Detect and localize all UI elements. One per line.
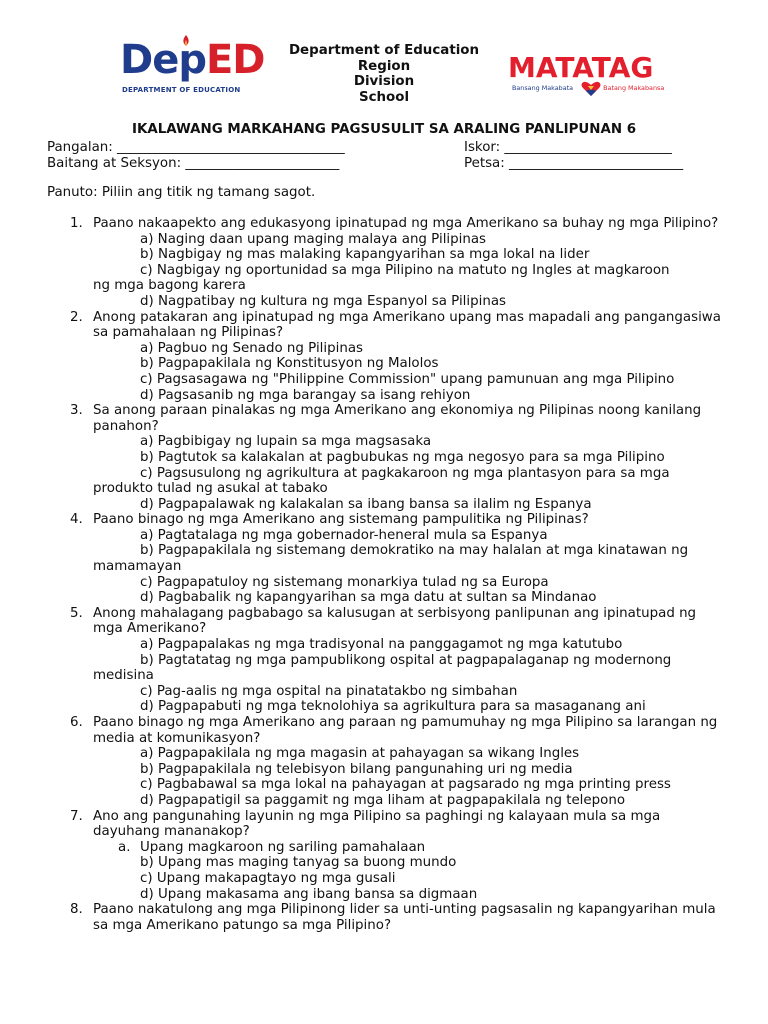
option[interactable] bbox=[140, 777, 725, 793]
option[interactable] bbox=[140, 746, 725, 762]
option-text: b) Pagtatatag ng mga pampublikong ospital at pagpapalaganap ng modernong bbox=[140, 652, 672, 668]
option-text: b) Nagbigay ng mas malaking kapangyarihan sa mga lokal na lider bbox=[140, 247, 590, 263]
question-1 bbox=[0, 216, 768, 310]
option-text: b) Pagtutok sa kalakalan at pagbubukas ng mga negosyo para sa mga Pilipino bbox=[140, 449, 665, 465]
option-text: d) Pagpapalawak ng kalakalan sa ibang bansa sa ilalim ng Espanya bbox=[140, 496, 592, 512]
option[interactable] bbox=[140, 887, 725, 903]
question-7 bbox=[0, 809, 768, 903]
baitang-field[interactable]: Baitang at Seksyon: _______________________ bbox=[47, 156, 340, 171]
option[interactable] bbox=[140, 372, 725, 388]
petsa-field[interactable]: Petsa: __________________________ bbox=[464, 156, 684, 171]
heading-line-3: Division bbox=[353, 74, 415, 90]
option-text-cont: ng mga bagong karera bbox=[93, 278, 246, 294]
option-text: d) Pagpapatigil sa paggamit ng mga liham at pagpapakilala ng telepono bbox=[140, 792, 626, 808]
option-text: d) Nagpatibay ng kultura ng mga Espanyol sa Pilipinas bbox=[140, 293, 507, 309]
option-text: c) Pagbabawal sa mga lokal na pahayagan at pagsarado ng mga printing press bbox=[140, 777, 671, 793]
question-text: Paano binago ng mga Amerikano ang paraan ng pamumuhay ng mga Pilipino sa larangan ng media at komunikasyon? bbox=[93, 715, 718, 746]
option[interactable] bbox=[140, 434, 725, 450]
option-text: b) Pagpapakilala ng telebisyon bilang pangunahing uri ng media bbox=[140, 761, 573, 777]
option[interactable] bbox=[140, 528, 725, 544]
option[interactable] bbox=[140, 497, 725, 513]
option-text: b) Pagpapakilala ng sistemang demokratiko na may halalan at mga kinatawan ng bbox=[140, 543, 689, 559]
option-text-cont: mamamayan bbox=[93, 559, 182, 575]
option-text: c) Pagsusulong ng agrikultura at pagkakaroon ng mga plantasyon para sa mga bbox=[140, 465, 670, 481]
question-number: 7. bbox=[70, 808, 83, 824]
option-text: a) Naging daan upang maging malaya ang Pilipinas bbox=[140, 231, 487, 247]
heading-line-4: School bbox=[358, 89, 410, 105]
option[interactable] bbox=[93, 465, 725, 497]
question-text: Paano nakatulong ang mga Pilipinong lider sa unti-unting pagsasalin ng kapangyarihan mula sa mga Amerikano patungo sa mga Pilipino? bbox=[93, 902, 716, 933]
option-text: d) Upang makasama ang ibang bansa sa digmaan bbox=[140, 886, 478, 902]
option[interactable] bbox=[93, 543, 725, 575]
question-2 bbox=[0, 310, 768, 404]
option-text: c) Upang makapagtayo ng mga gusali bbox=[140, 870, 396, 886]
question-text: Sa anong paraan pinalakas ng mga Amerikano ang ekonomiya ng Pilipinas noong kanilang panahon? bbox=[93, 403, 702, 434]
question-list bbox=[0, 216, 768, 933]
matatag-tag-left: Bansang Makabata bbox=[512, 84, 574, 92]
option[interactable] bbox=[140, 637, 725, 653]
matatag-wordmark: MATATAG bbox=[508, 51, 654, 84]
option[interactable] bbox=[140, 855, 725, 871]
question-5 bbox=[0, 606, 768, 715]
option[interactable] bbox=[118, 840, 768, 856]
deped-logo bbox=[120, 34, 265, 100]
question-number: 5. bbox=[70, 605, 83, 621]
deped-wordmark bbox=[120, 38, 265, 82]
question-number: 8. bbox=[70, 902, 83, 918]
option-text: c) Pagpapatuloy ng sistemang monarkiya tulad ng sa Europa bbox=[140, 574, 549, 590]
option[interactable] bbox=[140, 684, 725, 700]
option-text: d) Pagbabalik ng kapangyarihan sa mga datu at sultan sa Mindanao bbox=[140, 590, 597, 606]
option[interactable] bbox=[93, 652, 725, 684]
question-8 bbox=[0, 902, 768, 933]
option-text-cont: medisina bbox=[93, 668, 154, 684]
school-heading bbox=[270, 43, 498, 105]
option[interactable] bbox=[140, 356, 725, 372]
option-text: Upang magkaroon ng sariling pamahalaan bbox=[140, 839, 426, 855]
heading-line-2: Region bbox=[357, 58, 411, 74]
question-number: 1. bbox=[70, 216, 83, 231]
option-text: c) Pag-aalis ng mga ospital na pinatatakbo ng simbahan bbox=[140, 683, 518, 699]
option[interactable] bbox=[140, 762, 725, 778]
option-text: a) Pagtatalaga ng mga gobernador-heneral mula sa Espanya bbox=[140, 527, 548, 543]
option-text: b) Pagpapakilala ng Konstitusyon ng Malolos bbox=[140, 356, 439, 372]
matatag-logo bbox=[508, 52, 668, 102]
heart-icon bbox=[580, 81, 602, 97]
option-text: a) Pagbuo ng Senado ng Pilipinas bbox=[140, 340, 363, 356]
question-number: 2. bbox=[70, 309, 83, 325]
option-label: a. bbox=[118, 839, 131, 855]
question-text: Paano binago ng mga Amerikano ang sistemang pampulitika ng Pilipinas? bbox=[93, 512, 589, 528]
option[interactable] bbox=[140, 699, 725, 715]
instruction: Panuto: Piliin ang titik ng tamang sagot. bbox=[47, 185, 316, 200]
option[interactable] bbox=[140, 232, 725, 248]
question-6 bbox=[0, 715, 768, 809]
option[interactable] bbox=[140, 450, 725, 466]
option-text: d) Pagpapabuti ng mga teknolohiya sa agrikultura para sa masaganang ani bbox=[140, 699, 646, 715]
option-text: a) Pagpapalakas ng mga tradisyonal na panggagamot ng mga katutubo bbox=[140, 637, 623, 653]
deped-blue-text: Dep bbox=[120, 37, 206, 83]
option[interactable] bbox=[140, 294, 725, 310]
option-text: c) Pagsasagawa ng "Philippine Commission" upang pamunuan ang mga Pilipino bbox=[140, 371, 675, 387]
question-text: Anong patakaran ang ipinatupad ng mga Amerikano upang mas mapadali ang pangangasiwa sa pamahalaan ng Pilipinas? bbox=[93, 309, 721, 341]
heading-line-1: Department of Education bbox=[288, 43, 480, 58]
question-text: Ano ang pangunahing layunin ng mga Pilipino sa paghingi ng kalayaan mula sa mga dayuhang mananakop? bbox=[93, 808, 661, 840]
option[interactable] bbox=[140, 590, 725, 606]
question-number: 6. bbox=[70, 715, 83, 730]
iskor-field[interactable]: Iskor: _________________________ bbox=[464, 140, 672, 155]
option-text: d) Pagsasanib ng mga barangay sa isang rehiyon bbox=[140, 387, 471, 403]
exam-title: IKALAWANG MARKAHANG PAGSUSULIT SA ARALING PANLIPUNAN 6 bbox=[131, 122, 637, 137]
option[interactable] bbox=[140, 341, 725, 357]
pangalan-field[interactable]: Pangalan: __________________________________ bbox=[47, 140, 345, 155]
question-3 bbox=[0, 403, 768, 512]
option[interactable] bbox=[140, 388, 725, 404]
option-text: a) Pagbibigay ng lupain sa mga magsasaka bbox=[140, 434, 432, 450]
option[interactable] bbox=[140, 793, 725, 809]
deped-red-text: ED bbox=[205, 37, 265, 83]
option-text: c) Nagbigay ng oportunidad sa mga Pilipino na matuto ng Ingles at magkaroon bbox=[140, 262, 670, 278]
question-4 bbox=[0, 512, 768, 606]
question-text: Anong mahalagang pagbabago sa kalusugan at serbisyong panlipunan ang ipinatupad ng mga Amerikano? bbox=[93, 605, 697, 637]
option-text: b) Upang mas maging tanyag sa buong mundo bbox=[140, 855, 457, 871]
deped-subtitle: DEPARTMENT OF EDUCATION bbox=[122, 86, 241, 94]
matatag-tag-right: Batang Makabansa bbox=[603, 84, 665, 92]
option[interactable] bbox=[93, 262, 725, 294]
option-text-cont: produkto tulad ng asukal at tabako bbox=[93, 481, 328, 497]
option[interactable] bbox=[140, 871, 725, 887]
question-number: 4. bbox=[70, 512, 83, 528]
option[interactable] bbox=[140, 247, 725, 263]
option[interactable] bbox=[140, 575, 725, 591]
option-text: a) Pagpapakilala ng mga magasin at pahayagan sa wikang Ingles bbox=[140, 746, 580, 762]
question-text: Paano nakaapekto ang edukasyong ipinatupad ng mga Amerikano sa buhay ng mga Pilipino? bbox=[93, 216, 719, 231]
question-number: 3. bbox=[70, 403, 83, 419]
